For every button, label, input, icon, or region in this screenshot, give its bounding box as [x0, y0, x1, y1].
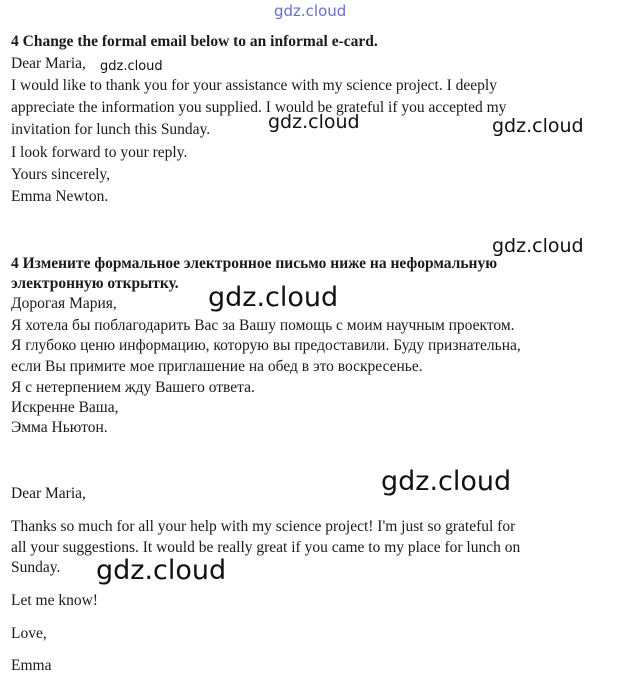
watermark: gdz.cloud: [274, 2, 347, 20]
task-heading-ru-cont: электронную открытку.: [11, 275, 179, 292]
ecard-body-line: Thanks so much for all your help with my science project! I'm just so grateful for: [11, 518, 516, 535]
watermark: gdz.cloud: [492, 115, 584, 137]
ecard-closing-line: Let me know!: [11, 592, 98, 609]
ecard-body-line: all your suggestions. It would be really great if you came to my place for lunch on: [11, 539, 521, 556]
email-signature-en: Emma Newton.: [11, 188, 109, 205]
task-heading-en: 4 Change the formal email below to an informal e-card.: [11, 33, 378, 50]
email-greeting-en: Dear Maria,: [11, 55, 86, 72]
watermark: gdz.cloud: [381, 466, 512, 497]
ecard-greeting: Dear Maria,: [11, 485, 86, 502]
watermark: gdz.cloud: [268, 111, 360, 133]
email-greeting-ru: Дорогая Мария,: [11, 295, 117, 312]
task-heading-ru: 4 Измените формальное электронное письмо ниже на неформальную: [11, 255, 498, 272]
watermark: gdz.cloud: [100, 59, 163, 74]
email-body-line: Я глубоко ценю информацию, которую вы предоставили. Буду признательна,: [11, 337, 521, 354]
email-closing-line-en: I look forward to your reply.: [11, 144, 188, 161]
watermark: gdz.cloud: [208, 282, 339, 313]
email-body-line: appreciate the information you supplied. I would be grateful if you accepted my: [11, 99, 507, 116]
email-signoff-ru: Искренне Ваша,: [11, 399, 119, 416]
email-signoff-en: Yours sincerely,: [11, 166, 111, 183]
email-body-line: Я хотела бы поблагодарить Вас за Вашу помощь с моим научным проектом.: [11, 317, 515, 334]
email-body-line: если Вы примите мое приглашение на обед в это воскресенье.: [11, 358, 423, 375]
ecard-body-line: Sunday.: [11, 559, 61, 576]
ecard-signoff: Love,: [11, 625, 47, 642]
watermark: gdz.cloud: [96, 555, 227, 586]
ecard-signature: Emma: [11, 657, 52, 674]
email-closing-line-ru: Я с нетерпением жду Вашего ответа.: [11, 379, 255, 396]
email-signature-ru: Эмма Ньютон.: [11, 419, 108, 436]
email-body-line: invitation for lunch this Sunday.: [11, 121, 211, 138]
email-body-line: I would like to thank you for your assistance with my science project. I deeply: [11, 77, 497, 94]
watermark: gdz.cloud: [492, 235, 584, 257]
